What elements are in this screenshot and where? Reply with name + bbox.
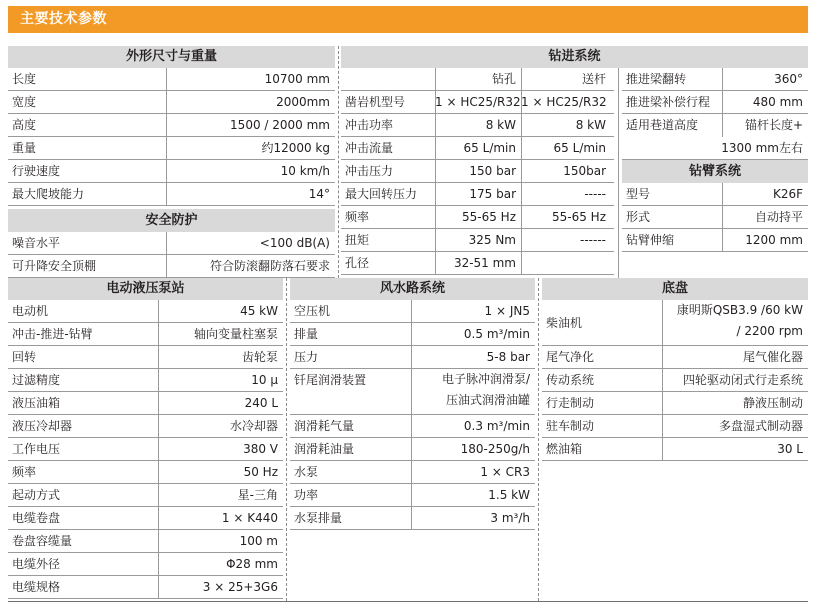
row-value: 1200 mm xyxy=(745,233,803,247)
table-row xyxy=(341,160,614,183)
table-row xyxy=(8,137,335,160)
table-row xyxy=(8,68,335,91)
row-value: 符合防滚翻防落石要求 xyxy=(209,259,330,273)
row-label: 钻臂伸缩 xyxy=(626,233,675,247)
section-drilling xyxy=(341,46,808,278)
table-row xyxy=(290,507,535,530)
row-value xyxy=(662,300,808,345)
row-label: 传动系统 xyxy=(546,373,595,387)
row-label: 工作电压 xyxy=(12,442,61,456)
table-row xyxy=(8,576,283,599)
row-value: 10700 mm xyxy=(264,72,330,86)
row-value: 30 L xyxy=(777,442,803,456)
section-dimensions xyxy=(8,46,335,209)
column-header-feeding: 送杆 xyxy=(581,72,606,86)
table-row xyxy=(8,232,335,255)
table-row xyxy=(290,323,535,346)
row-value-drilling: 55-65 Hz xyxy=(461,210,516,224)
row-label: 回转 xyxy=(12,350,37,364)
row-label: 驻车制动 xyxy=(546,419,595,433)
table-row xyxy=(8,91,335,114)
row-label: 最大爬坡能力 xyxy=(12,187,85,201)
table-row xyxy=(8,346,283,369)
row-label: 宽度 xyxy=(12,95,37,109)
table-row xyxy=(542,415,808,438)
section-chassis xyxy=(542,278,808,601)
row-label: 型号 xyxy=(626,187,651,201)
column-header-row xyxy=(341,68,614,91)
table-row xyxy=(8,530,283,553)
row-label: 卷盘容缆量 xyxy=(12,534,73,548)
table-row xyxy=(290,484,535,507)
column-header-drilling: 钻孔 xyxy=(491,72,516,86)
row-label: 电缆规格 xyxy=(12,580,61,594)
row-value: 0.3 m³/min xyxy=(463,419,530,433)
section-safety xyxy=(8,209,335,278)
table-row xyxy=(290,461,535,484)
row-value: 2000mm xyxy=(276,95,330,109)
table-row xyxy=(290,438,535,461)
row-value: 5-8 bar xyxy=(486,350,530,364)
table-row xyxy=(8,255,335,278)
row-value: 1 × CR3 xyxy=(480,465,530,479)
table-row xyxy=(8,438,283,461)
table-row xyxy=(622,91,808,114)
table-row xyxy=(341,252,614,275)
row-label: 冲击压力 xyxy=(345,164,394,178)
row-value: 1 × JN5 xyxy=(484,304,530,318)
row-value: 380 V xyxy=(243,442,278,456)
row-value: 10 km/h xyxy=(280,164,330,178)
row-label: 电动机 xyxy=(12,304,49,318)
table-row xyxy=(622,229,808,252)
table-row xyxy=(8,507,283,530)
table-row xyxy=(290,346,535,369)
page-title: 主要技术参数 xyxy=(20,11,107,27)
row-value-drilling: 65 L/min xyxy=(463,141,516,155)
row-label: 高度 xyxy=(12,118,37,132)
row-value: 0.5 m³/min xyxy=(463,327,530,341)
row-label: 冲击-推进-钻臂 xyxy=(12,327,93,341)
row-label: 噪音水平 xyxy=(12,236,61,250)
row-value: 尾气催化器 xyxy=(742,350,803,364)
section-header-air-water: 风水路系统 xyxy=(290,278,535,300)
row-label: 空压机 xyxy=(294,304,331,318)
row-value: 10 μ xyxy=(251,373,278,387)
section-header-dimensions: 外形尺寸与重量 xyxy=(8,46,335,68)
row-label: 润滑耗气量 xyxy=(294,419,355,433)
row-value-feeding: 55-65 Hz xyxy=(551,210,606,224)
table-row xyxy=(542,369,808,392)
row-value-line: 压油式润滑油罐 xyxy=(445,393,530,407)
row-value-feeding xyxy=(521,252,611,274)
row-label: 排量 xyxy=(294,327,319,341)
row-value: 齿轮泵 xyxy=(241,350,278,364)
row-value: 1.5 kW xyxy=(488,488,530,502)
row-value: 多盘湿式制动器 xyxy=(718,419,803,433)
row-label: 水泵 xyxy=(294,465,319,479)
table-row xyxy=(8,160,335,183)
column-separator xyxy=(338,46,339,278)
row-label: 扭矩 xyxy=(345,233,370,247)
row-value: 水冷却器 xyxy=(229,419,278,433)
section-header-safety: 安全防护 xyxy=(8,209,335,232)
table-row xyxy=(622,183,808,206)
section-header-drilling: 钻进系统 xyxy=(341,46,808,68)
row-value: 1300 mm左右 xyxy=(721,141,803,155)
row-label: 冲击流量 xyxy=(345,141,394,155)
row-value-drilling: 150 bar xyxy=(469,164,516,178)
row-value: 45 kW xyxy=(240,304,278,318)
row-label: 推进梁翻转 xyxy=(626,72,687,86)
row-value: 180-250g/h xyxy=(460,442,530,456)
row-label: 水泵排量 xyxy=(294,511,343,525)
row-value-feeding: ------ xyxy=(580,233,606,247)
title-banner xyxy=(8,6,808,33)
row-label: 行驶速度 xyxy=(12,164,61,178)
table-row xyxy=(290,300,535,323)
row-value: 锚杆长度+ xyxy=(744,118,803,132)
row-value: 3 m³/h xyxy=(490,511,530,525)
row-value: K26F xyxy=(772,187,803,201)
row-value: 3 × 25+3G6 xyxy=(202,580,278,594)
row-value: 50 Hz xyxy=(243,465,278,479)
row-value: 240 L xyxy=(244,396,278,410)
cell-divider xyxy=(618,68,619,278)
section-air-water xyxy=(290,278,535,601)
row-value: 星-三角 xyxy=(237,488,278,502)
row-label: 液压冷却器 xyxy=(12,419,73,433)
row-label: 最大回转压力 xyxy=(345,187,418,201)
table-row xyxy=(8,484,283,507)
table-row xyxy=(341,114,614,137)
column-separator xyxy=(538,278,539,601)
row-label: 重量 xyxy=(12,141,37,155)
table-row xyxy=(8,553,283,576)
table-row xyxy=(8,369,283,392)
row-label: 钎尾润滑装置 xyxy=(294,373,367,387)
table-row xyxy=(8,300,283,323)
row-label: 凿岩机型号 xyxy=(345,95,406,109)
table-row xyxy=(542,392,808,415)
table-row xyxy=(542,346,808,369)
row-label: 频率 xyxy=(12,465,37,479)
row-label: 可升降安全顶棚 xyxy=(12,259,97,273)
row-label: 起动方式 xyxy=(12,488,61,502)
row-value: <100 dB(A) xyxy=(259,236,330,250)
row-value-feeding: 150bar xyxy=(563,164,606,178)
table-row xyxy=(341,137,614,160)
row-value: 1500 / 2000 mm xyxy=(230,118,330,132)
column-separator xyxy=(286,278,287,601)
row-value-line: 康明斯QSB3.9 /60 kW xyxy=(676,303,803,317)
table-row xyxy=(8,183,335,206)
row-label: 孔径 xyxy=(345,256,370,270)
row-value-line: / 2200 rpm xyxy=(736,324,803,338)
row-value-drilling: 325 Nm xyxy=(468,233,516,247)
row-label: 润滑耗油量 xyxy=(294,442,355,456)
table-row xyxy=(341,206,614,229)
table-row xyxy=(8,461,283,484)
table-row xyxy=(290,415,535,438)
row-label: 冲击功率 xyxy=(345,118,394,132)
table-row xyxy=(622,114,808,160)
table-row xyxy=(622,206,808,229)
row-label: 尾气净化 xyxy=(546,350,595,364)
row-label: 形式 xyxy=(626,210,651,224)
table-row xyxy=(8,392,283,415)
row-label: 电缆卷盘 xyxy=(12,511,61,525)
table-row xyxy=(290,369,535,415)
row-value: 100 m xyxy=(239,534,278,548)
row-value: 360° xyxy=(774,72,803,86)
row-value-feeding: 65 L/min xyxy=(553,141,606,155)
row-value: 轴向变量柱塞泵 xyxy=(193,327,278,341)
row-label: 适用巷道高度 xyxy=(626,118,699,132)
section-pump-station xyxy=(8,278,283,601)
row-label: 过滤精度 xyxy=(12,373,61,387)
row-value: 自动持平 xyxy=(754,210,803,224)
row-value-feeding: 1 × HC25/R32 xyxy=(521,95,607,109)
row-value: 约12000 kg xyxy=(261,141,330,155)
row-value-line: 电子脉冲润滑泵/ xyxy=(441,372,530,386)
table-row xyxy=(542,300,808,346)
table-row xyxy=(341,91,614,114)
row-label: 功率 xyxy=(294,488,319,502)
row-value-drilling: 8 kW xyxy=(485,118,516,132)
row-label: 行走制动 xyxy=(546,396,595,410)
row-value: 480 mm xyxy=(752,95,803,109)
row-value-drilling: 1 × HC25/R32 xyxy=(435,95,521,109)
row-label: 柴油机 xyxy=(546,316,583,330)
table-row xyxy=(542,438,808,461)
row-label: 长度 xyxy=(12,72,37,86)
row-label: 电缆外径 xyxy=(12,557,61,571)
table-row xyxy=(8,415,283,438)
row-label: 压力 xyxy=(294,350,319,364)
table-row xyxy=(341,229,614,252)
row-value: Φ28 mm xyxy=(226,557,278,571)
row-value-feeding: ----- xyxy=(584,187,606,201)
row-label: 液压油箱 xyxy=(12,396,61,410)
section-header-boom: 钻臂系统 xyxy=(622,160,808,183)
row-label: 频率 xyxy=(345,210,370,224)
table-row xyxy=(341,183,614,206)
row-value: 静液压制动 xyxy=(742,396,803,410)
section-header-chassis: 底盘 xyxy=(542,278,808,300)
section-header-pump-station: 电动液压泵站 xyxy=(8,278,283,300)
row-value: 14° xyxy=(308,187,330,201)
table-row xyxy=(622,68,808,91)
table-row xyxy=(8,323,283,346)
row-value: 四轮驱动闭式行走系统 xyxy=(682,373,803,387)
row-value-drilling: 175 bar xyxy=(469,187,516,201)
table-row xyxy=(8,114,335,137)
row-value-feeding: 8 kW xyxy=(575,118,606,132)
row-label: 推进梁补偿行程 xyxy=(626,95,711,109)
row-label: 燃油箱 xyxy=(546,442,583,456)
row-value xyxy=(411,369,535,414)
row-value-drilling: 32-51 mm xyxy=(453,256,516,270)
table-bottom-rule xyxy=(8,601,808,602)
row-value: 1 × K440 xyxy=(221,511,278,525)
